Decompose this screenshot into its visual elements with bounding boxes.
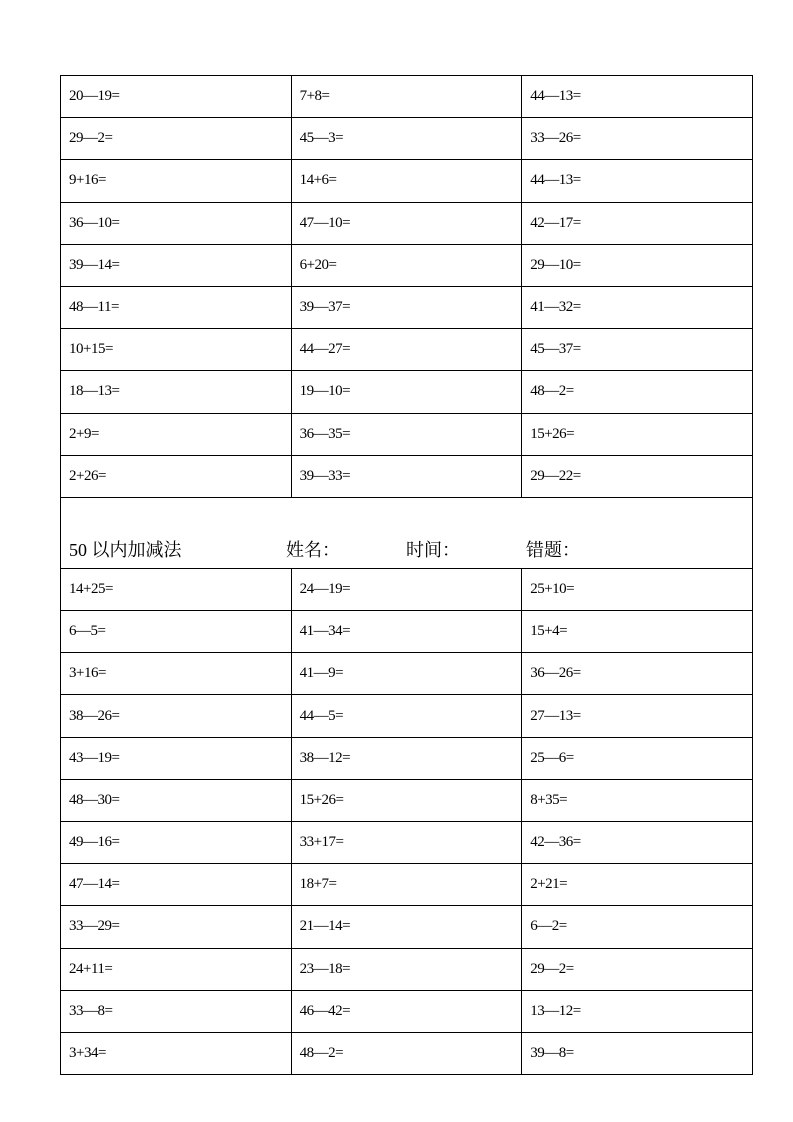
problem-cell: 36—35= [291,413,522,455]
problem-cell: 48—30= [61,779,292,821]
table-row [61,1032,753,1074]
problem-cell: 41—9= [291,653,522,695]
problem-cell: 39—14= [61,244,292,286]
problem-cell: 27—13= [522,695,753,737]
problem-cell: 39—37= [291,286,522,328]
problem-cell: 45—3= [291,118,522,160]
problem-cell: 47—14= [61,864,292,906]
problem-cell: 46—42= [291,990,522,1032]
problem-cell: 39—33= [291,455,522,497]
table-row [61,202,753,244]
problem-cell: 14+6= [291,160,522,202]
table-row [61,244,753,286]
worksheet-table [60,75,753,1075]
problem-cell: 41—34= [291,611,522,653]
table-row [61,906,753,948]
problem-cell: 45—37= [522,329,753,371]
table-row [61,76,753,118]
problem-cell: 3+16= [61,653,292,695]
problem-cell: 15+26= [522,413,753,455]
table-row [61,413,753,455]
problem-cell: 25+10= [522,568,753,610]
problem-cell: 33—8= [61,990,292,1032]
problem-cell: 9+16= [61,160,292,202]
problem-cell: 8+35= [522,779,753,821]
problem-cell: 7+8= [291,76,522,118]
table-row [61,990,753,1032]
section-1-problems [61,76,753,498]
problem-cell: 2+9= [61,413,292,455]
table-row [61,737,753,779]
problem-cell: 41—32= [522,286,753,328]
problem-cell: 15+26= [291,779,522,821]
problem-cell: 33—26= [522,118,753,160]
problem-cell: 14+25= [61,568,292,610]
problem-cell: 29—2= [61,118,292,160]
problem-cell: 36—10= [61,202,292,244]
problem-cell: 23—18= [291,948,522,990]
table-row [61,160,753,202]
problem-cell: 44—13= [522,76,753,118]
problem-cell: 38—12= [291,737,522,779]
problem-cell: 29—2= [522,948,753,990]
problem-cell: 44—27= [291,329,522,371]
problem-cell: 20—19= [61,76,292,118]
problem-cell: 33—29= [61,906,292,948]
problem-cell: 25—6= [522,737,753,779]
problem-cell: 6—2= [522,906,753,948]
problem-cell: 19—10= [291,371,522,413]
problem-cell: 13—12= [522,990,753,1032]
problem-cell: 47—10= [291,202,522,244]
worksheet-header [61,497,753,568]
table-row [61,371,753,413]
table-row [61,118,753,160]
problem-cell: 18+7= [291,864,522,906]
errors-label: 错题： [526,539,580,560]
table-row [61,611,753,653]
problem-cell: 42—17= [522,202,753,244]
time-label: 时间： [406,539,460,560]
header-row [61,497,753,568]
problem-cell: 48—2= [291,1032,522,1074]
problem-cell: 21—14= [291,906,522,948]
table-row [61,864,753,906]
problem-cell: 44—13= [522,160,753,202]
table-row [61,948,753,990]
header-cell [61,497,753,568]
table-row [61,329,753,371]
table-row [61,286,753,328]
section-2-problems [61,568,753,1074]
problem-cell: 48—2= [522,371,753,413]
problem-cell: 39—8= [522,1032,753,1074]
table-row [61,653,753,695]
table-row [61,695,753,737]
problem-cell: 49—16= [61,822,292,864]
problem-cell: 15+4= [522,611,753,653]
problem-cell: 2+21= [522,864,753,906]
problem-cell: 48—11= [61,286,292,328]
table-row [61,822,753,864]
problem-cell: 38—26= [61,695,292,737]
problem-cell: 6—5= [61,611,292,653]
name-label: 姓名： [286,539,340,560]
problem-cell: 6+20= [291,244,522,286]
problem-cell: 24—19= [291,568,522,610]
problem-cell: 24+11= [61,948,292,990]
problem-cell: 29—22= [522,455,753,497]
problem-cell: 29—10= [522,244,753,286]
problem-cell: 2+26= [61,455,292,497]
worksheet-title: 50 以内加减法 [69,539,182,560]
problem-cell: 36—26= [522,653,753,695]
table-row [61,568,753,610]
table-row [61,779,753,821]
problem-cell: 10+15= [61,329,292,371]
table-row [61,455,753,497]
problem-cell: 3+34= [61,1032,292,1074]
problem-cell: 33+17= [291,822,522,864]
problem-cell: 44—5= [291,695,522,737]
problem-cell: 43—19= [61,737,292,779]
problem-cell: 42—36= [522,822,753,864]
problem-cell: 18—13= [61,371,292,413]
